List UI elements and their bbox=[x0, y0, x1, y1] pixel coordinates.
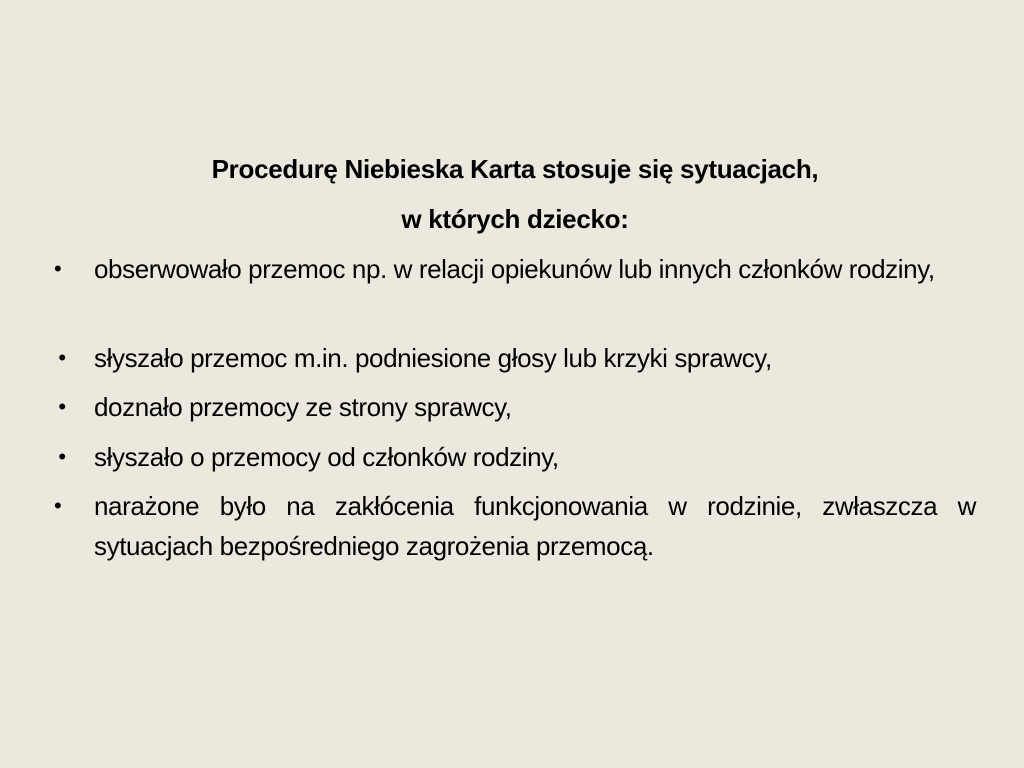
bullet-icon: • bbox=[54, 256, 62, 281]
list-item bbox=[54, 486, 976, 566]
slide-heading-line-1: Procedurę Niebieska Karta stosuje się sytuacjach, bbox=[211, 154, 819, 184]
bullet-icon: • bbox=[54, 493, 62, 518]
list-item bbox=[58, 437, 976, 477]
slide-heading-line-2: w których dziecko: bbox=[401, 204, 629, 234]
list-item-text: słyszało przemoc m.in. podniesione głosy lub krzyki sprawcy, bbox=[94, 343, 772, 373]
bullet-icon: • bbox=[58, 345, 66, 370]
list-item-text: obserwowało przemoc np. w relacji opiekunów lub innych członków rodziny, bbox=[94, 254, 935, 284]
list-item bbox=[58, 387, 976, 427]
list-item bbox=[54, 249, 976, 289]
list-item-text: słyszało o przemocy od członków rodziny, bbox=[94, 442, 559, 472]
list-item-text: doznało przemocy ze strony sprawcy, bbox=[94, 392, 512, 422]
bullet-icon: • bbox=[58, 444, 66, 469]
bullet-icon: • bbox=[58, 394, 66, 419]
list-item-text: narażone było na zakłócenia funkcjonowania w rodzinie, zwłaszcza w sytuacjach bezpośredniego zagrożenia przemocą. bbox=[94, 491, 976, 561]
list-item bbox=[58, 338, 976, 378]
